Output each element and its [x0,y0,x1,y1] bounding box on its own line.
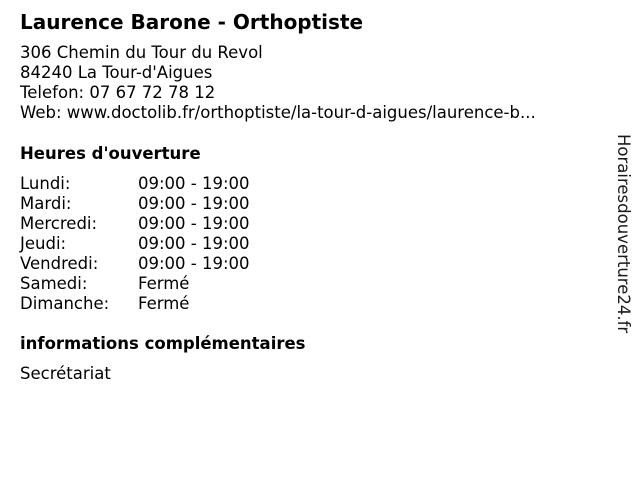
opening-hours-list [20,174,320,314]
day-hours: 09:00 - 19:00 [138,194,250,213]
day-hours: 09:00 - 19:00 [138,174,250,193]
hours-row-mercredi [20,214,320,234]
day-label: Dimanche: [20,294,110,313]
day-label: Vendredi: [20,254,99,273]
hours-row-lundi [20,174,320,194]
opening-hours-heading: Heures d'ouverture [20,144,201,163]
hours-row-dimanche [20,294,320,314]
day-hours: 09:00 - 19:00 [138,254,250,273]
additional-info-heading: informations complémentaires [20,334,306,353]
day-hours: 09:00 - 19:00 [138,214,250,233]
site-watermark: Horairesdouverture24.fr [614,134,633,334]
hours-row-samedi [20,274,320,294]
contact-block [20,43,536,123]
hours-row-vendredi [20,254,320,274]
day-label: Samedi: [20,274,88,293]
day-label: Jeudi: [20,234,67,253]
day-label: Lundi: [20,174,71,193]
business-name: Laurence Barone - Orthoptiste [20,10,364,34]
day-label: Mardi: [20,194,72,213]
day-hours: Fermé [138,274,190,293]
phone-number[interactable]: Telefon: 07 67 72 78 12 [20,83,216,102]
day-hours: Fermé [138,294,190,313]
day-hours: 09:00 - 19:00 [138,234,250,253]
website-link[interactable]: Web: www.doctolib.fr/orthoptiste/la-tour-d-aigues/laurence-b... [20,103,536,122]
hours-row-jeudi [20,234,320,254]
street-address: 306 Chemin du Tour du Revol [20,43,263,62]
additional-info-text: Secrétariat [20,364,111,383]
city-address: 84240 La Tour-d'Aigues [20,63,213,82]
day-label: Mercredi: [20,214,98,233]
hours-row-mardi [20,194,320,214]
